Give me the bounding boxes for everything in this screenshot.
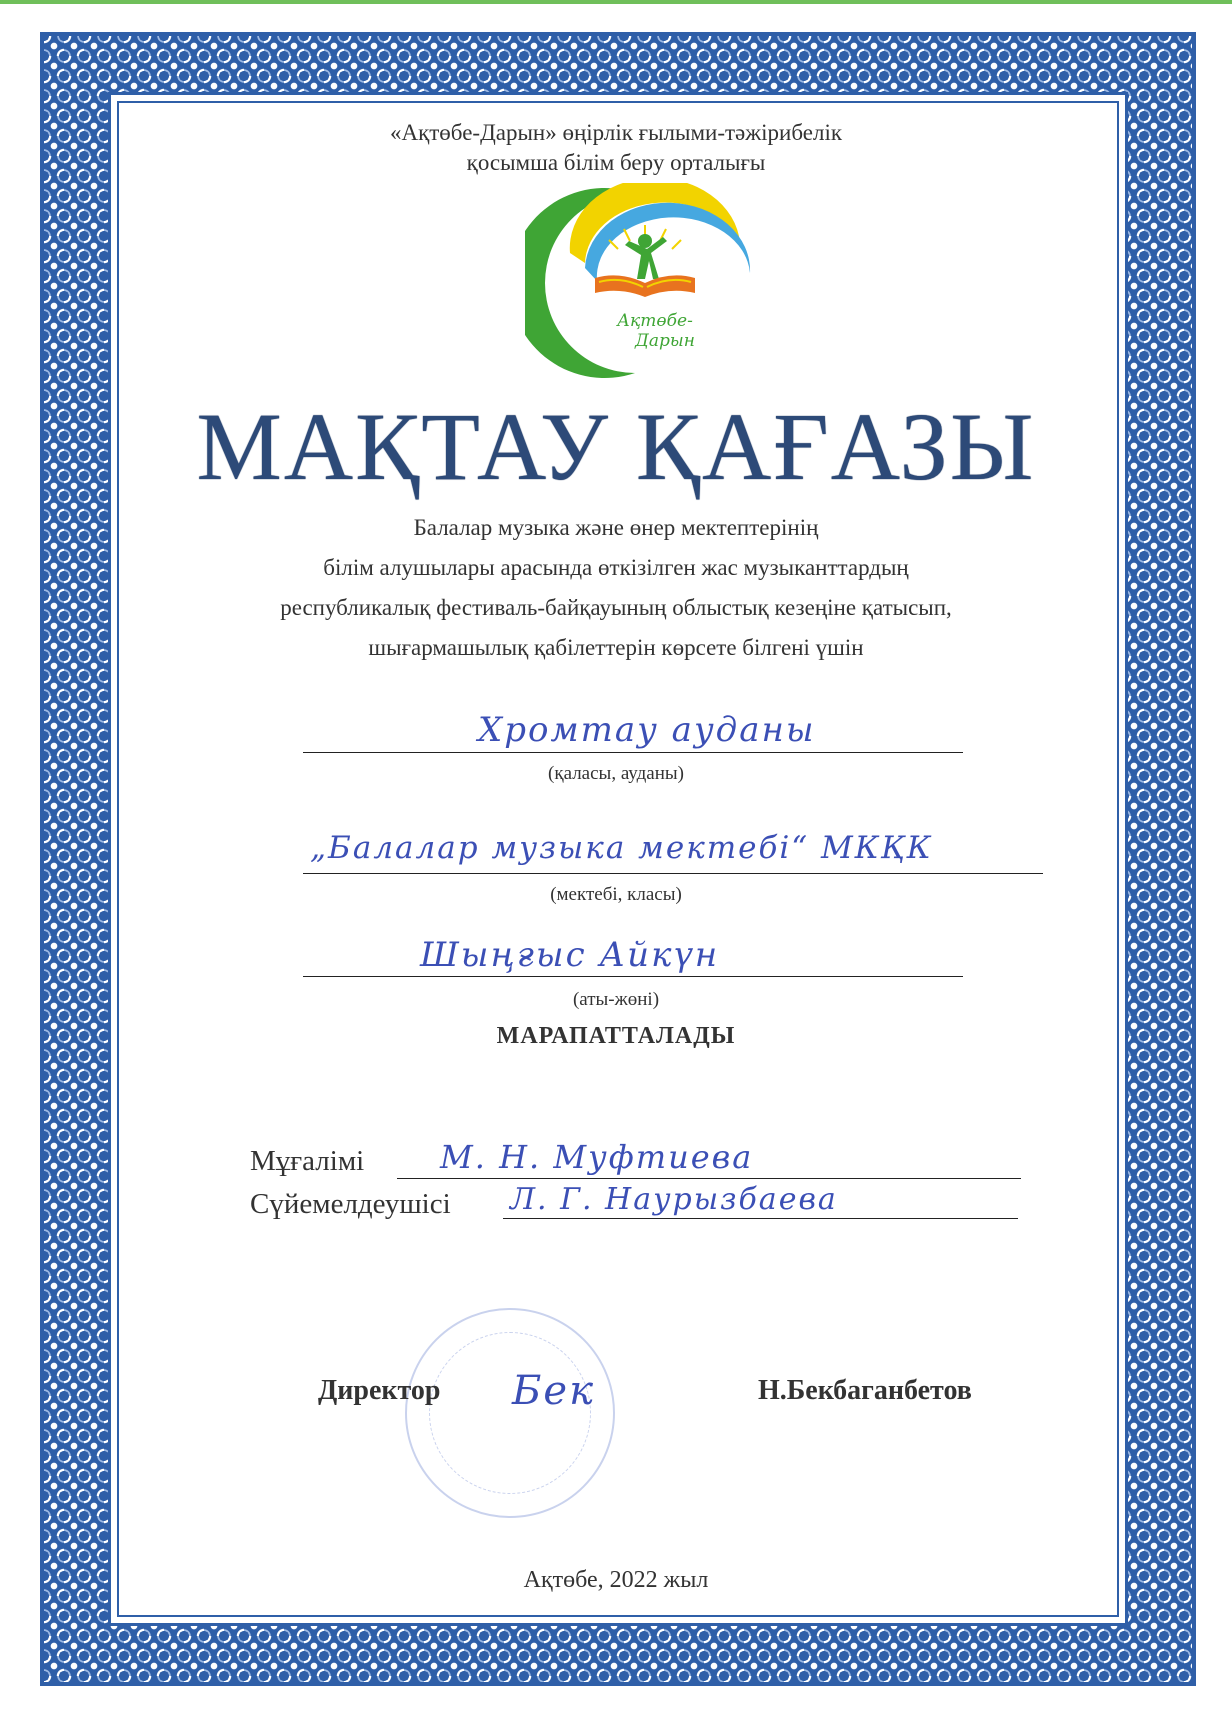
director-name: Н.Бекбаганбетов — [758, 1375, 972, 1406]
teacher-label: Мұғалімі — [250, 1145, 365, 1177]
accompanist-label: Сүйемелдеушісі — [250, 1188, 451, 1220]
organization-line-2: қосымша білім беру орталығы — [466, 150, 766, 175]
reason-line-2: білім алушылары арасында өткізілген жас музыканттардың — [323, 555, 909, 580]
director-label: Директор — [318, 1375, 441, 1406]
reason-line-4: шығармашылық қабілеттерін көрсете білгені үшін — [368, 635, 864, 660]
top-edge-line — [0, 0, 1232, 4]
recipient-caption: (аты-жөні) — [572, 989, 660, 1010]
teacher-handwriting: М. Н. Муфтиева — [440, 1138, 754, 1176]
teacher-underline — [397, 1178, 1021, 1179]
school-handwriting: „Балалар музыка мектебі“ МКҚК — [310, 830, 933, 866]
logo-text-line2: Дарын — [635, 331, 695, 351]
place-and-year: Ақтөбе, 2022 жыл — [523, 1567, 709, 1593]
recipient-handwriting: Шыңғыс Айкүн — [420, 935, 720, 975]
recipient-underline — [303, 976, 963, 977]
awarded-text: МАРАПАТТАЛАДЫ — [496, 1023, 736, 1049]
district-caption: (қаласы, ауданы) — [548, 763, 684, 784]
reason-line-3: республикалық фестиваль-байқауының облыстық кезеңіне қатысып, — [280, 595, 952, 620]
logo-graphic — [525, 183, 765, 383]
accompanist-underline — [503, 1218, 1018, 1219]
district-underline — [303, 752, 963, 753]
organization-line-1: «Ақтөбе-Дарын» өңірлік ғылыми-тәжірибелік — [389, 120, 843, 145]
aktobe-daryn-logo — [525, 183, 765, 383]
director-signature: Бек — [512, 1368, 595, 1414]
school-underline — [303, 873, 1043, 874]
reason-line-1: Балалар музыка және өнер мектептерінің — [413, 515, 819, 540]
logo-text-line1: Ақтөбе- — [617, 311, 693, 331]
school-caption: (мектебі, класы) — [550, 884, 682, 905]
logo-figure-head — [638, 234, 652, 248]
accompanist-handwriting: Л. Г. Наурызбаева — [510, 1182, 838, 1217]
certificate-title: МАҚТАУ ҚАҒАЗЫ — [196, 393, 1036, 500]
district-handwriting: Хромтау ауданы — [478, 710, 816, 750]
